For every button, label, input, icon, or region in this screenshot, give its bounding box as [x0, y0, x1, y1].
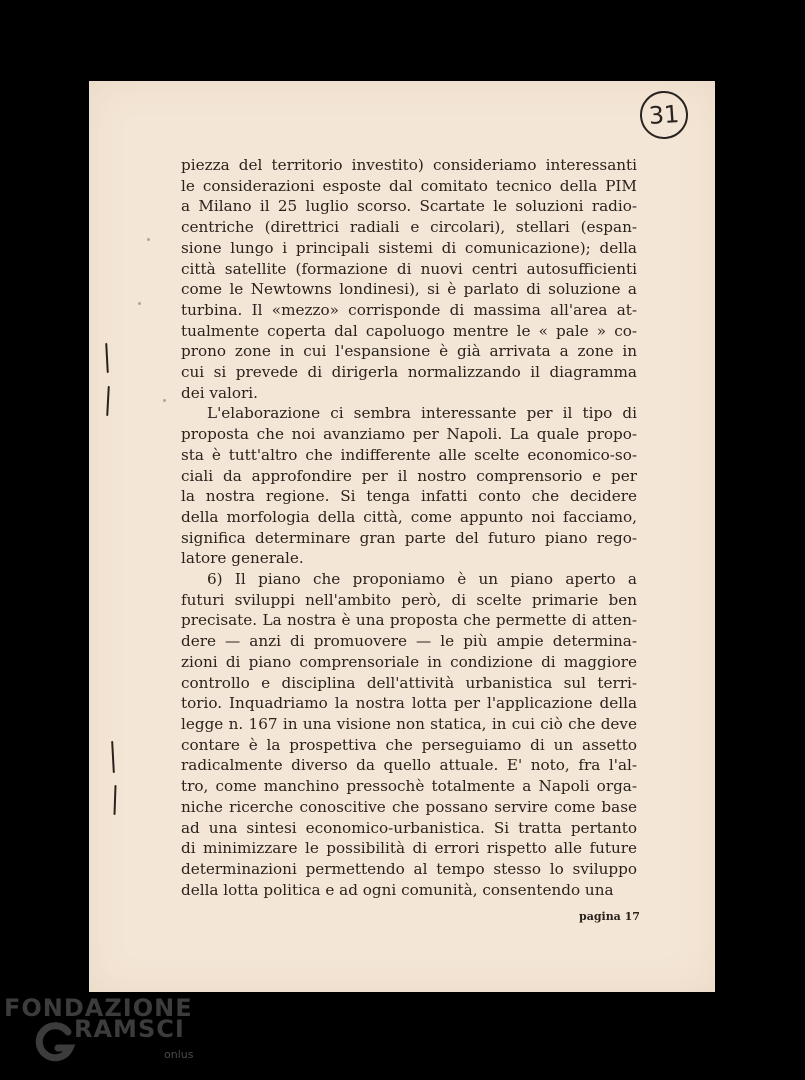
text-line: radicalmente diverso da quello attuale. E' noto, fra l'al- — [181, 756, 637, 775]
text-line: sta è tutt'altro che indifferente alle scelte economico-so- — [181, 445, 637, 464]
text-line: sione lungo i principali sistemi di comunicazione); della — [181, 238, 637, 257]
logo-g-icon — [34, 1020, 78, 1064]
text-line: futuri sviluppi nell'ambito però, di scelte primarie ben — [181, 590, 637, 609]
text-line: dei valori. — [181, 383, 258, 402]
text-line: torio. Inquadriamo la nostra lotta per l'applicazione della — [181, 694, 637, 713]
body-text — [181, 155, 637, 900]
text-line: precisate. La nostra è una proposta che permette di atten- — [181, 611, 637, 630]
text-line: contare è la prospettiva che perseguiamo di un assetto — [181, 735, 637, 754]
text-line: prono zone in cui l'espansione è già arrivata a zone in — [181, 342, 637, 361]
text-line: ad una sintesi economico-urbanistica. Si tratta pertanto — [181, 818, 637, 837]
logo-text-fondazione: FONDAZIONE — [4, 994, 193, 1022]
text-line: dere — anzi di promuovere — le più ampie determina- — [181, 632, 637, 651]
margin-mark — [105, 343, 109, 373]
text-line: legge n. 167 in una visione non statica, in cui ciò che deve — [181, 714, 637, 733]
fondazione-gramsci-logo — [4, 994, 214, 1074]
text-line: significa determinare gran parte del futuro piano rego- — [181, 528, 637, 547]
document-page — [89, 81, 715, 992]
text-line: latore generale. — [181, 549, 304, 568]
text-line: centriche (direttrici radiali e circolari), stellari (espan- — [181, 218, 637, 237]
text-line: controllo e disciplina dell'attività urbanistica sul terri- — [181, 673, 637, 692]
text-line: a Milano il 25 luglio scorso. Scartate le soluzioni radio- — [181, 197, 637, 216]
logo-text-onlus: onlus — [164, 1048, 194, 1061]
pencil-dot — [147, 238, 150, 241]
text-line: come le Newtowns londinesi), si è parlato di soluzione a — [181, 280, 637, 299]
handwritten-page-number: 31 — [638, 89, 689, 140]
text-line: niche ricerche conoscitive che possano servire come base — [181, 797, 637, 816]
margin-mark — [113, 785, 116, 815]
text-line: proposta che noi avanziamo per Napoli. La quale propo- — [181, 425, 637, 444]
text-line: turbina. Il «mezzo» corrisponde di massima all'area at- — [181, 300, 637, 319]
text-line: determinazioni permettendo al tempo stesso lo sviluppo — [181, 859, 637, 878]
text-line: 6) Il piano che proponiamo è un piano aperto a — [207, 570, 637, 589]
pencil-dot — [163, 399, 166, 402]
pencil-dot — [138, 302, 141, 305]
margin-mark — [111, 741, 115, 773]
text-line: la nostra regione. Si tenga infatti conto che decidere — [181, 487, 637, 506]
text-line: L'elaborazione ci sembra interessante per il tipo di — [207, 404, 637, 423]
text-line: cui si prevede di dirigerla normalizzando il diagramma — [181, 363, 637, 382]
text-line: tualmente coperta dal capoluogo mentre le « pale » co- — [181, 321, 637, 340]
text-line: zioni di piano comprensoriale in condizione di maggiore — [181, 652, 637, 671]
text-line: le considerazioni esposte dal comitato tecnico della PIM — [181, 176, 637, 195]
margin-mark — [106, 386, 110, 416]
page-footer: pagina 17 — [579, 910, 640, 923]
text-line: della lotta politica e ad ogni comunità, consentendo una — [181, 880, 614, 899]
text-line: città satellite (formazione di nuovi centri autosufficienti — [181, 259, 637, 278]
text-line: piezza del territorio investito) consideriamo interessanti — [181, 156, 637, 174]
text-line: di minimizzare le possibilità di errori rispetto alle future — [181, 839, 637, 858]
text-line: tro, come manchino pressochè totalmente a Napoli orga- — [181, 777, 637, 796]
text-line: ciali da approfondire per il nostro comprensorio e per — [181, 466, 637, 485]
logo-text-gramsci: RAMSCI — [74, 1015, 185, 1043]
text-line: della morfologia della città, come appunto noi facciamo, — [181, 507, 637, 526]
